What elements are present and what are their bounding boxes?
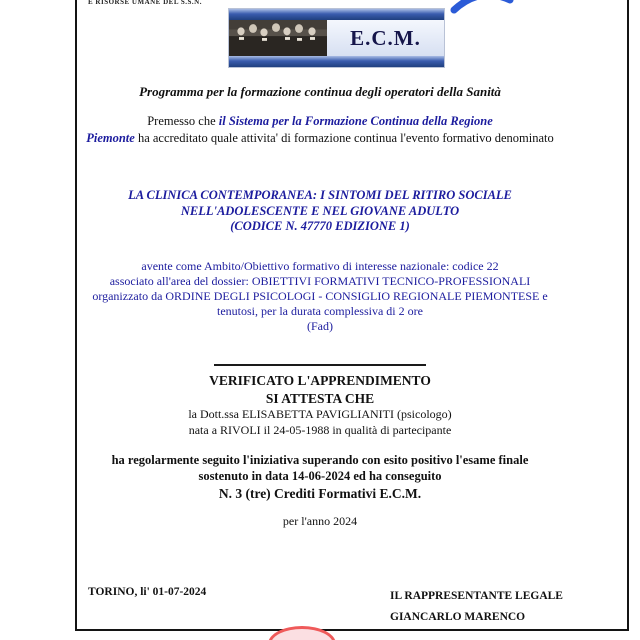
program-title: Programma per la formazione continua degli operatori della Sanità [139,84,501,99]
course-title [78,188,562,235]
premise-line-2 [78,130,562,147]
course-details-line: (Fad) [307,319,333,333]
course-details-line: tenutosi, per la durata complessiva di 2 ore [217,304,423,318]
course-details-line: avente come Ambito/Obiettivo formativo di interesse nazionale: codice 22 [141,259,499,273]
premise-line-1 [78,113,562,130]
ecm-label: E.C.M. [327,20,444,56]
attendee-name-line: la Dott.ssa ELISABETTA PAVIGLIANITI (psicologo) [188,407,452,421]
premise-paragraph [78,113,562,147]
ministry-partial-text: E RISORSE UMANE DEL S.S.N. [88,0,202,6]
attendee-info [78,407,562,438]
exam-result [78,452,562,484]
exam-result-line: sostenuto in data 14-06-2024 ed ha conseguito [198,469,442,483]
premise-suffix: ha accreditato quale attivita' di formazione continua l'evento formativo denominato [134,131,554,145]
verification-line: SI ATTESTA CHE [265,390,375,406]
verification-statement [78,372,562,407]
course-details [78,259,562,334]
premise-highlight-1: il Sistema per la Formazione Continua della Regione [218,114,493,128]
legal-representative-title: IL RAPPRESENTANTE LEGALE [390,590,563,602]
premise-highlight-2: Piemonte [86,131,135,145]
certificate-content [78,0,562,640]
course-details-line: organizzato da ORDINE DEGLI PSICOLOGI - CONSIGLIO REGIONALE PIEMONTESE e [92,289,548,303]
legal-representative-block [390,586,563,628]
place-date: TORINO, li' 01-07-2024 [88,586,207,598]
course-title-line: (CODICE N. 47770 EDIZIONE 1) [230,219,410,233]
course-title-line: LA CLINICA CONTEMPORANEA: I SINTOMI DEL RITIRO SOCIALE [128,188,512,202]
year-line: per l'anno 2024 [282,514,358,528]
exam-result-line: ha regolarmente seguito l'iniziativa superando con esito positivo l'esame finale [111,453,529,467]
course-details-line: associato all'area del dossier: OBIETTIVI FORMATIVI TECNICO-PROFESSIONALI [109,274,531,288]
verification-line: VERIFICATO L'APPRENDIMENTO [209,373,431,388]
premise-prefix: Premesso che [147,114,219,128]
attendee-birth-line: nata a RIVOLI il 24-05-1988 in qualità di partecipante [188,422,452,437]
signature-divider-line [214,364,426,366]
course-title-line: NELL'ADOLESCENTE E NEL GIOVANE ADULTO [180,203,460,218]
legal-representative-name: GIANCARLO MARENCO [390,611,526,623]
credits-line: N. 3 (tre) Crediti Formativi E.C.M. [218,486,422,501]
